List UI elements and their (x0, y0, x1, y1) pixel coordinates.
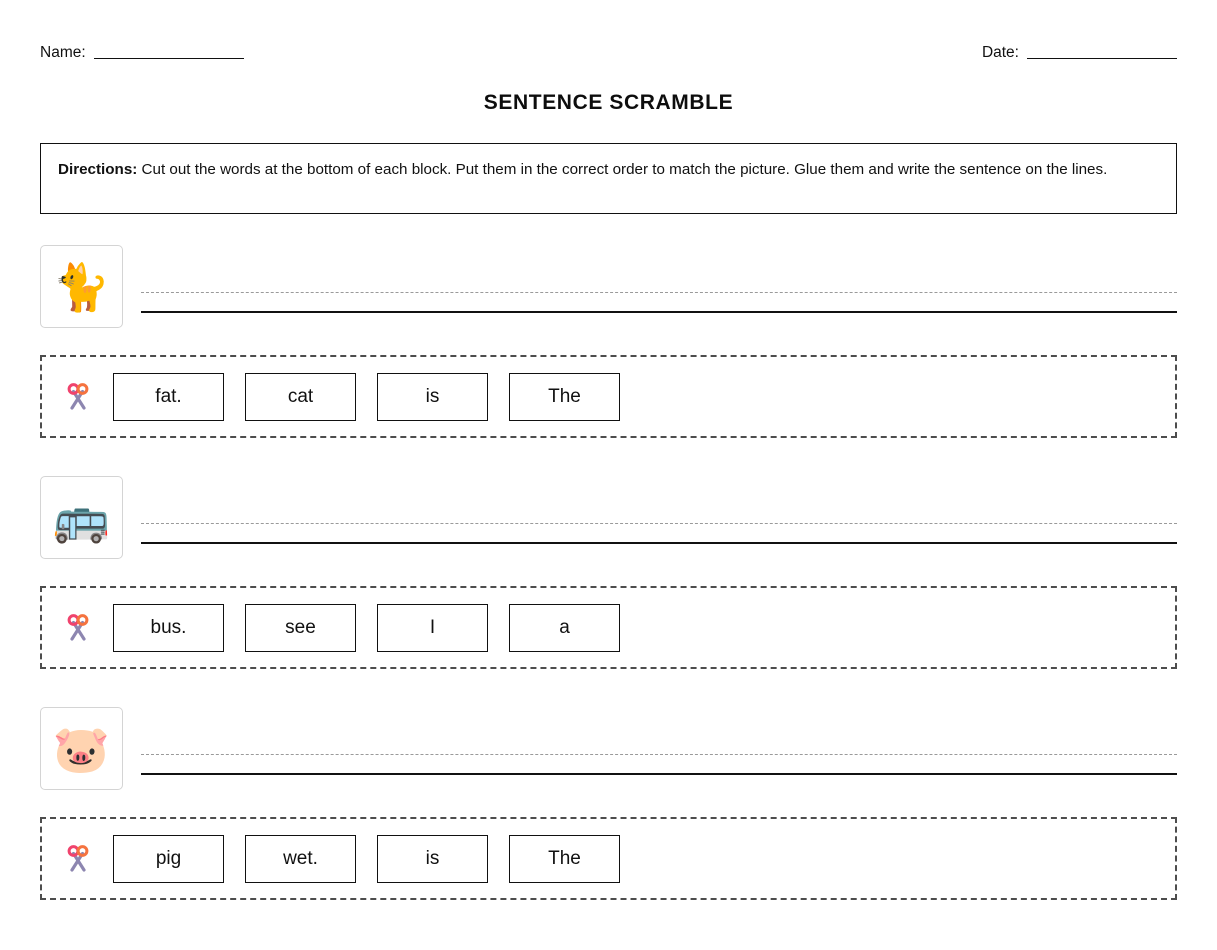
cut-out-strip (40, 355, 1177, 438)
date-field (982, 44, 1177, 62)
word-card-group (113, 373, 620, 421)
picture-and-lines-row (40, 245, 1177, 328)
dotted-guide-line (141, 523, 1177, 524)
word-card[interactable]: The (509, 835, 620, 883)
dotted-guide-line (141, 292, 1177, 293)
word-card[interactable]: a (509, 604, 620, 652)
solid-base-line (141, 773, 1177, 775)
cat-icon: 🐈 (52, 260, 111, 313)
word-card[interactable]: pig (113, 835, 224, 883)
directions-text (58, 159, 1160, 180)
solid-base-line (141, 542, 1177, 544)
name-label: Name: (40, 44, 86, 61)
scissors-icon (61, 380, 95, 414)
problem-list (40, 245, 1177, 900)
picture-box (40, 707, 123, 790)
word-card[interactable]: see (245, 604, 356, 652)
word-card[interactable]: is (377, 373, 488, 421)
date-label: Date: (981, 44, 1019, 61)
word-card-group (113, 604, 620, 652)
directions-body: Cut out the words at the bottom of each block. Put them in the correct order to match the picture. Glue them and write the sentence on the lines. (137, 161, 1108, 178)
scissors-icon (61, 611, 95, 645)
bus-icon: 🚌 (52, 491, 111, 544)
name-input-rule[interactable] (94, 58, 244, 59)
header-row (40, 36, 1177, 62)
problem-block (40, 707, 1177, 900)
directions-box (40, 143, 1177, 214)
word-card[interactable]: cat (245, 373, 356, 421)
writing-lines[interactable] (141, 476, 1177, 559)
word-card[interactable]: wet. (245, 835, 356, 883)
word-card[interactable]: I (377, 604, 488, 652)
picture-and-lines-row (40, 707, 1177, 790)
pig-icon: 🐷 (52, 722, 111, 775)
word-card[interactable]: is (377, 835, 488, 883)
page-title: SENTENCE SCRAMBLE (483, 91, 734, 114)
date-input-rule[interactable] (1027, 58, 1177, 59)
problem-block (40, 476, 1177, 669)
problem-block (40, 245, 1177, 438)
word-card[interactable]: fat. (113, 373, 224, 421)
directions-label: Directions: (58, 161, 138, 178)
dotted-guide-line (141, 754, 1177, 755)
solid-base-line (141, 311, 1177, 313)
writing-lines[interactable] (141, 245, 1177, 328)
picture-and-lines-row (40, 476, 1177, 559)
cut-out-strip (40, 586, 1177, 669)
cut-out-strip (40, 817, 1177, 900)
writing-lines[interactable] (141, 707, 1177, 790)
scissors-icon (61, 842, 95, 876)
picture-box (40, 245, 123, 328)
word-card[interactable]: bus. (113, 604, 224, 652)
name-field (40, 44, 244, 62)
picture-box (40, 476, 123, 559)
word-card[interactable]: The (509, 373, 620, 421)
word-card-group (113, 835, 620, 883)
